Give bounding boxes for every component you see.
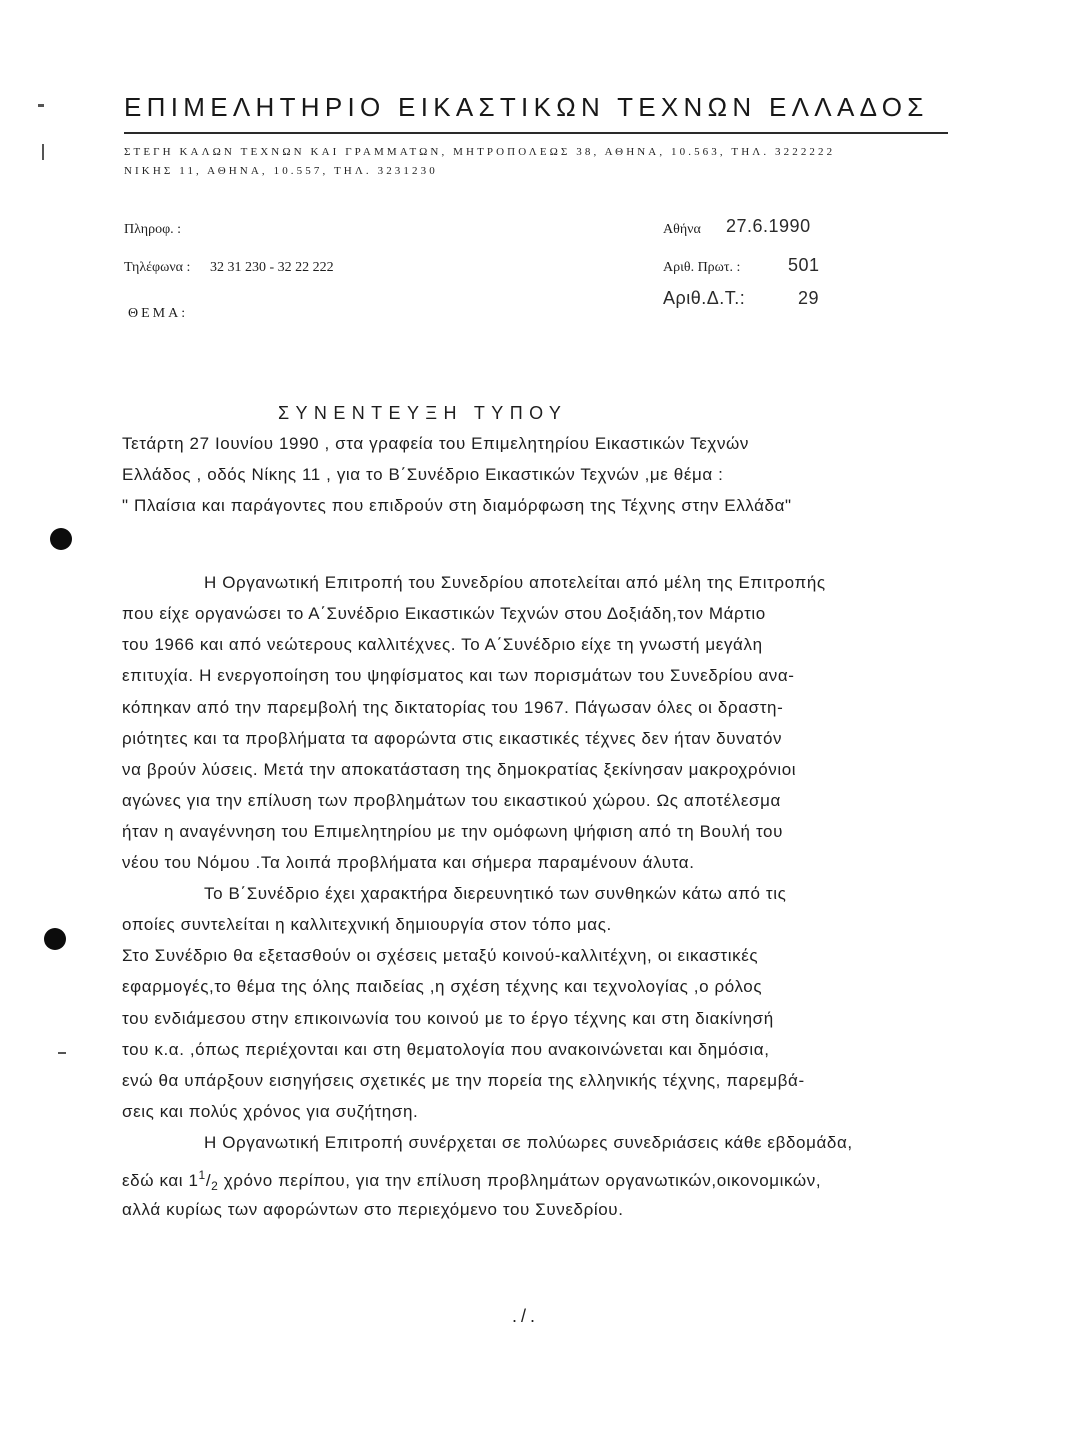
body-line-with-fraction — [122, 1168, 821, 1193]
body-line: οποίες συντελείται η καλλιτεχνική δημιουργία στον τόπο μας. — [122, 915, 612, 934]
body-line: ήταν η αναγέννηση του Επιμελητηρίου με την ομόφωνη ψήφιση από τη Βουλή του — [122, 822, 783, 841]
body-line: " Πλαίσια και παράγοντες που επιδρούν στη διαμόρφωση της Τέχνης στην Ελλάδα" — [122, 496, 792, 515]
body-line: που είχε οργανώσει το Α΄Συνέδριο Εικαστικών Τεχνών στου Δοξιάδη,τον Μάρτιο — [122, 604, 766, 623]
date-value: 27.6.1990 — [726, 216, 811, 236]
address-line-1: ΣΤΕΓΗ ΚΑΛΩΝ ΤΕΧΝΩΝ ΚΑΙ ΓΡΑΜΜΑΤΩΝ, ΜΗΤΡΟΠΟΛΕΩΣ 38, ΑΘΗΝΑ, 10.563, ΤΗΛ. 3222222 — [124, 146, 836, 158]
body-line: νέου του Νόμου .Τα λοιπά προβλήματα και σήμερα παραμένουν άλυτα. — [122, 853, 695, 872]
dt-label: Αριθ.Δ.Τ.: — [663, 288, 746, 308]
body-line: αλλά κυρίως των αφορώντων στο περιεχόμενο του Συνεδρίου. — [122, 1200, 624, 1219]
body-line: του ενδιάμεσου στην επικοινωνία του κοινού με το έργο τέχνης και στη διακίνησή — [122, 1009, 774, 1028]
body-line: σεις και πολύς χρόνος για συζήτηση. — [122, 1102, 419, 1121]
scan-mark — [42, 144, 44, 160]
body-line: επιτυχία. Η ενεργοποίηση του ψηφίσματος και των πορισμάτων του Συνεδρίου ανα- — [122, 666, 795, 685]
body-line: ριότητες και τα προβλήματα τα αφορώντα στις εικαστικές τέχνες δεν ήταν δυνατόν — [122, 729, 783, 748]
line-prefix: εδώ και — [122, 1171, 184, 1190]
punch-hole-bottom — [44, 928, 66, 950]
line-rest: χρόνο περίπου, για την επίλυση προβλημάτων οργανωτικών,οικονομικών, — [223, 1171, 822, 1190]
body-line: Η Οργανωτική Επιτροπή συνέρχεται σε πολύωρες συνεδριάσεις κάθε εβδομάδα, — [204, 1133, 853, 1152]
body-line: αγώνες για την επίλυση των προβλημάτων του εικαστικού χώρου. Ως αποτέλεσμα — [122, 791, 781, 810]
organization-name: ΕΠΙΜΕΛΗΤΗΡΙΟ ΕΙΚΑΣΤΙΚΩΝ ΤΕΧΝΩΝ ΕΛΛΑΔΟΣ — [124, 92, 929, 122]
subject-label: ΘΕΜΑ: — [128, 306, 189, 321]
body-line: Η Οργανωτική Επιτροπή του Συνεδρίου αποτελείται από μέλη της Επιτροπής — [204, 573, 826, 592]
fraction: $1^1/_2$ — [188, 1168, 219, 1193]
fraction-whole: 1 — [188, 1171, 199, 1190]
body-line: Το Β΄Συνέδριο έχει χαρακτήρα διερευνητικό των συνθηκών κάτω από τις — [204, 884, 787, 903]
scan-mark — [58, 1052, 66, 1054]
fraction-numerator: 1 — [198, 1168, 206, 1182]
continuation-mark: ./. — [512, 1306, 540, 1326]
phones-value: 32 31 230 - 32 22 222 — [210, 260, 334, 275]
body-line: Ελλάδος , οδός Νίκης 11 , για το Β΄Συνέδριο Εικαστικών Τεχνών ,με θέμα : — [122, 465, 724, 484]
body-line: του 1966 και από νεώτερους καλλιτέχνες. Το Α΄Συνέδριο είχε τη γνωστή μεγάλη — [122, 635, 763, 654]
phones-label: Τηλέφωνα : — [124, 260, 191, 275]
body-line: Τετάρτη 27 Ιουνίου 1990 , στα γραφεία του Επιμελητηρίου Εικαστικών Τεχνών — [122, 434, 750, 453]
letterhead-divider — [124, 132, 948, 134]
body-line: να βρούν λύσεις. Μετά την αποκατάσταση της δημοκρατίας ξεκίνησαν μακροχρόνιοι — [122, 760, 797, 779]
address-line-2: ΝΙΚΗΣ 11, ΑΘΗΝΑ, 10.557, ΤΗΛ. 3231230 — [124, 165, 438, 177]
body-line: κόπηκαν από την παρεμβολή της δικτατορίας του 1967. Πάγωσαν όλες οι δραστη- — [122, 698, 784, 717]
info-label: Πληροφ. : — [124, 222, 182, 237]
protocol-value: 501 — [788, 255, 820, 275]
body-line: του κ.α. ,όπως περιέχονται και στη θεματολογία που ανακοινώνεται και δημόσια, — [122, 1040, 770, 1059]
body-line: εφαρμογές,το θέμα της όλης παιδείας ,η σχέση τέχνης και τεχνολογίας ,ο ρόλος — [122, 977, 763, 996]
body-line: ενώ θα υπάρξουν εισηγήσεις σχετικές με την πορεία της ελληνικής τέχνης, παρεμβά- — [122, 1071, 805, 1090]
fraction-denominator: 2 — [211, 1179, 219, 1193]
date-label: Αθήνα — [663, 222, 701, 237]
protocol-label: Αριθ. Πρωτ. : — [663, 260, 741, 275]
scan-mark — [38, 104, 44, 107]
body-line: Στο Συνέδριο θα εξετασθούν οι σχέσεις μεταξύ κοινού-καλλιτέχνη, οι εικαστικές — [122, 946, 759, 965]
press-conference-heading: ΣΥΝΕΝΤΕΥΞΗ ΤΥΠΟΥ — [278, 403, 568, 423]
dt-value: 29 — [798, 288, 820, 308]
punch-hole-top — [50, 528, 72, 550]
